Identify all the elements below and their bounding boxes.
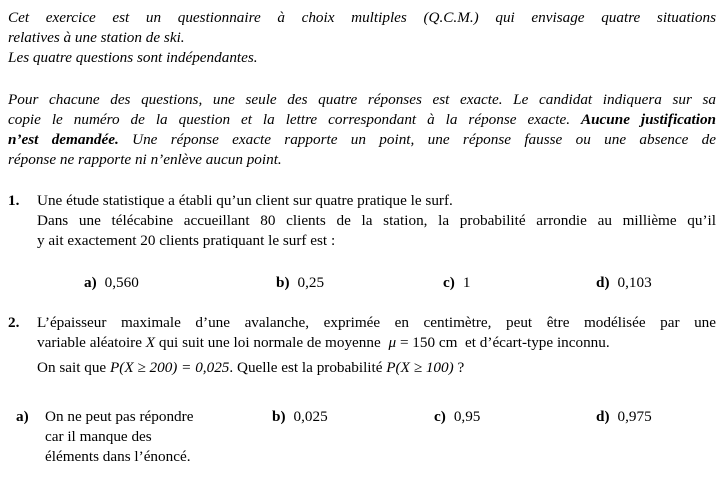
mu-value: = 150 cm — [396, 334, 458, 351]
option-value: 0,025 — [293, 408, 328, 425]
q1-option-a — [84, 273, 139, 293]
question-text: qui suit une loi normale de moyenne — [155, 334, 385, 351]
intro-line: Les quatre questions sont indépendantes. — [8, 49, 258, 66]
question-line: Dans une télécabine accueillant 80 clients de la station, la probabilité arrondie au millième qu’il — [37, 212, 716, 229]
q2-option-b — [272, 407, 328, 427]
option-value-line: On ne peut pas répondre — [45, 408, 194, 425]
instructions-line — [8, 130, 716, 150]
q2-option-c — [434, 407, 480, 427]
question-text: ? — [453, 359, 465, 376]
question-1-text — [37, 191, 716, 251]
q1-option-b — [276, 273, 324, 293]
option-letter: b) — [276, 274, 290, 291]
question-text: On sait que — [37, 359, 110, 376]
q2-option-a — [16, 407, 41, 427]
option-value: 1 — [462, 274, 471, 291]
question-2-text — [37, 313, 716, 378]
option-value: 0,25 — [297, 274, 325, 291]
intro-line: relatives à une station de ski. — [8, 29, 185, 46]
option-letter: a) — [84, 274, 97, 291]
question-2-number: 2. — [8, 314, 20, 331]
intro-paragraph-1 — [8, 8, 716, 68]
option-value: 0,103 — [617, 274, 652, 291]
question-line: Une étude statistique a établi qu’un client sur quatre pratique le surf. — [37, 192, 453, 209]
variable-x: X — [145, 334, 156, 351]
option-letter: c) — [443, 274, 455, 291]
question-line: L’épaisseur maximale d’une avalanche, exprimée en centimètre, peut être modélisée par une — [37, 314, 716, 331]
instructions-line — [8, 110, 716, 130]
question-line: y ait exactement 20 clients pratiquant le surf est : — [37, 232, 336, 249]
probability-expression-2: P(X ≥ 100) — [386, 359, 454, 376]
question-line — [37, 358, 716, 378]
q2-option-d — [596, 407, 652, 427]
option-value-line: car il manque des — [45, 428, 152, 445]
intro-paragraph-2 — [8, 90, 716, 170]
q2-option-a-text — [45, 407, 193, 467]
question-1-number: 1. — [8, 192, 20, 209]
option-letter: d) — [596, 408, 610, 425]
emphasis-text: Aucune justification — [580, 111, 716, 128]
emphasis-text: n’est demandée. — [8, 131, 119, 148]
question-line — [37, 333, 716, 353]
instructions-text: Une réponse exacte rapporte un point, une réponse fausse ou une absence de — [118, 131, 717, 148]
instructions-line: réponse ne rapporte ni n’enlève aucun point. — [8, 151, 282, 168]
option-value: 0,95 — [453, 408, 481, 425]
option-letter: a) — [16, 408, 29, 425]
option-value: 0,975 — [617, 408, 652, 425]
q1-option-c — [443, 273, 470, 293]
intro-line: Cet exercice est un questionnaire à choix multiples (Q.C.M.) qui envisage quatre situations — [8, 9, 716, 26]
instructions-text: copie le numéro de la question et la lettre correspondant à la réponse exacte. — [8, 111, 581, 128]
question-text: variable aléatoire — [37, 334, 146, 351]
question-text: et d’écart-type inconnu. — [457, 334, 610, 351]
option-letter: d) — [596, 274, 610, 291]
probability-expression-1: P(X ≥ 200) = 0,025 — [109, 359, 230, 376]
option-value: 0,560 — [104, 274, 139, 291]
q1-option-d — [596, 273, 652, 293]
instructions-line: Pour chacune des questions, une seule des quatre réponses est exacte. Le candidat indiquera sur sa — [8, 91, 716, 108]
mu-symbol: μ — [388, 334, 397, 351]
option-letter: b) — [272, 408, 286, 425]
option-letter: c) — [434, 408, 446, 425]
option-value-line: éléments dans l’énoncé. — [45, 448, 191, 465]
question-text: . Quelle est la probabilité — [229, 359, 387, 376]
